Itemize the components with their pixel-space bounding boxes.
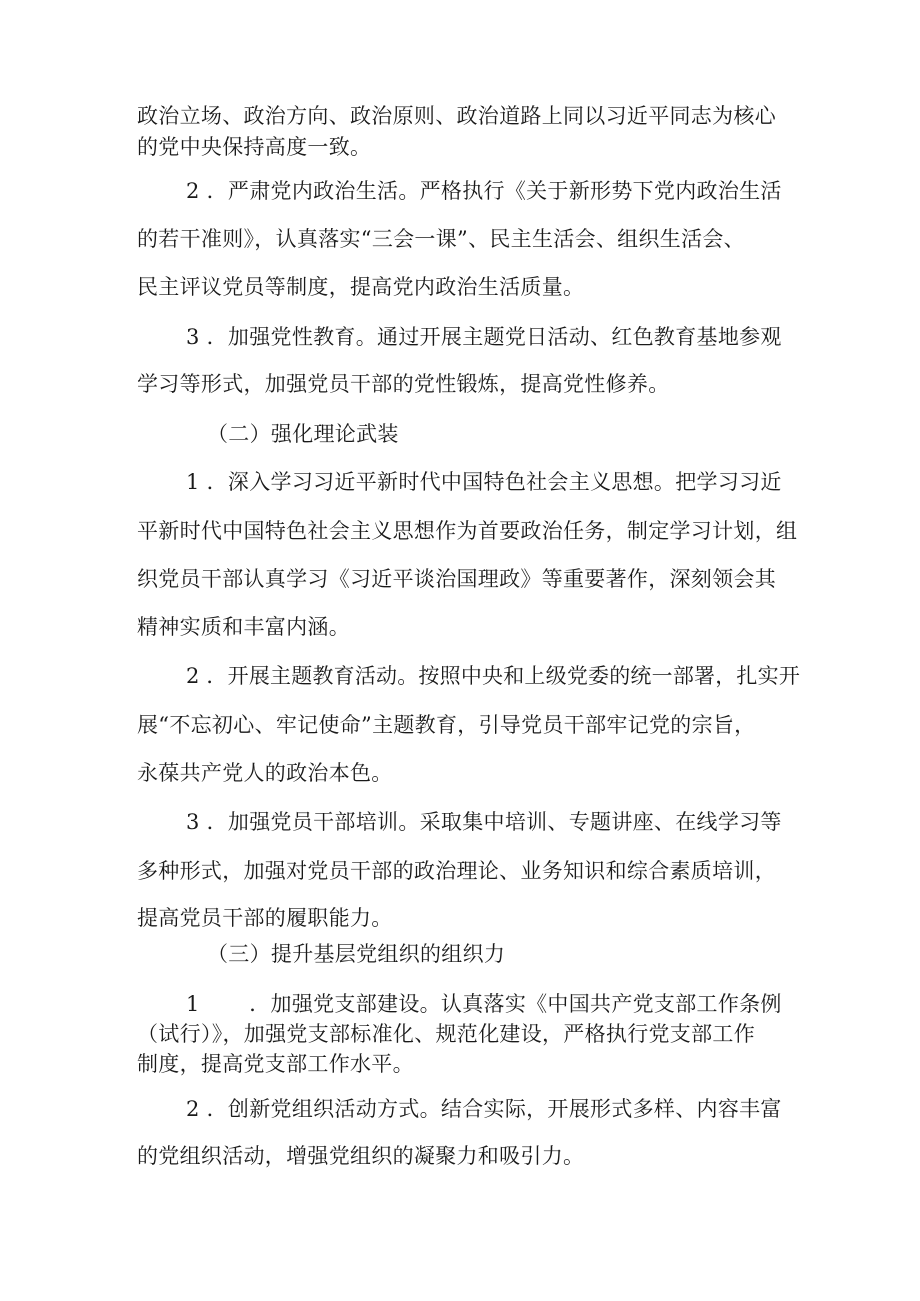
list-item-line: 展“不忘初心、牢记使命”主题教育，引导党员干部牢记党的宗旨， xyxy=(137,713,756,737)
list-item-line: 1 ．加强党支部建设。认真落实《中国共产党支部工作条例 xyxy=(186,992,782,1016)
list-item-line: 3 ．加强党性教育。通过开展主题党日活动、红色教育基地参观 xyxy=(186,325,782,349)
list-item-line: 的党组织活动，增强党组织的凝聚力和吸引力。 xyxy=(137,1144,585,1168)
list-item-line: 学习等形式，加强党员干部的党性锻炼，提高党性修养。 xyxy=(137,372,670,396)
list-item-line: 多种形式，加强对党员干部的政治理论、业务知识和综合素质培训， xyxy=(137,859,776,883)
list-item-line: 永葆共产党人的政治本色。 xyxy=(137,761,393,785)
list-item-line: 精神实质和丰富内涵。 xyxy=(137,615,350,639)
list-item-line: 2 ．创新党组织活动方式。结合实际，开展形式多样、内容丰富 xyxy=(186,1097,782,1121)
list-item-line: 制度，提高党支部工作水平。 xyxy=(137,1052,414,1076)
list-item-line: 2 ．严肃党内政治生活。严格执行《关于新形势下党内政治生活 xyxy=(186,179,782,203)
list-item-line: 的若干准则》，认真落实“三会一课”、民主生活会、组织生活会、 xyxy=(137,227,745,251)
list-item-line: （试行）》，加强党支部标准化、规范化建设，严格执行党支部工作 xyxy=(137,1022,755,1046)
section-heading: （二）强化理论武装 xyxy=(207,422,399,446)
list-item-line: 3 ．加强党员干部培训。采取集中培训、专题讲座、在线学习等 xyxy=(186,810,782,834)
list-item-line: 提高党员干部的履职能力。 xyxy=(137,906,393,930)
paragraph-line: 的党中央保持高度一致。 xyxy=(137,135,372,159)
section-heading: （三）提升基层党组织的组织力 xyxy=(207,942,506,966)
list-item-line: 织党员干部认真学习《习近平谈治国理政》等重要著作，深刻领会其 xyxy=(137,567,776,591)
paragraph-line: 政治立场、政治方向、政治原则、政治道路上同以习近平同志为核心 xyxy=(137,104,776,128)
list-item-line: 民主评议党员等制度，提高党内政治生活质量。 xyxy=(137,275,585,299)
list-item-line: 2 ．开展主题教育活动。按照中央和上级党委的统一部署，扎实开 xyxy=(186,664,801,688)
list-item-line: 1 ．深入学习习近平新时代中国特色社会主义思想。把学习习近 xyxy=(186,470,782,494)
list-item-line: 平新时代中国特色社会主义思想作为首要政治任务，制定学习计划，组 xyxy=(137,519,798,543)
